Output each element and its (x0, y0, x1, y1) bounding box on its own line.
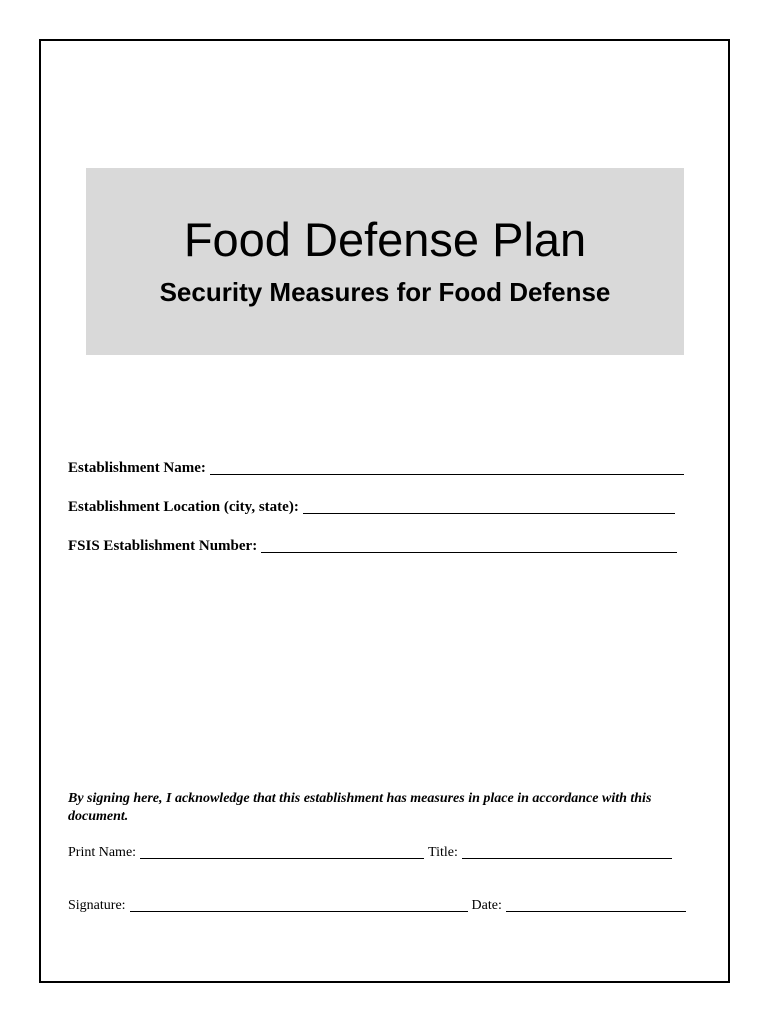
title-label: Title: (428, 845, 458, 860)
print-name-field[interactable] (140, 845, 424, 859)
establishment-location-row (68, 498, 675, 516)
establishment-name-row (68, 459, 684, 477)
print-name-label: Print Name: (68, 845, 137, 860)
establishment-number-row (68, 537, 677, 555)
title-box (86, 168, 684, 355)
date-label: Date: (471, 898, 502, 913)
establishment-name-field[interactable] (210, 460, 684, 475)
signature-label: Signature: (68, 898, 126, 913)
date-field[interactable] (506, 898, 686, 912)
title-field[interactable] (462, 845, 672, 859)
signature-row (68, 897, 686, 914)
document-title: Food Defense Plan (183, 213, 587, 266)
document-subtitle: Security Measures for Food Defense (159, 277, 611, 307)
establishment-name-label: Establishment Name: (68, 460, 206, 476)
signature-field[interactable] (130, 898, 468, 912)
establishment-number-label: FSIS Establishment Number: (68, 538, 258, 554)
print-name-row (68, 844, 672, 861)
establishment-location-field[interactable] (303, 499, 675, 514)
establishment-location-label: Establishment Location (city, state): (68, 499, 299, 515)
establishment-number-field[interactable] (261, 538, 677, 553)
acknowledgment-text: By signing here, I acknowledge that this establishment has measures in place in accordance with this document. (68, 791, 652, 824)
